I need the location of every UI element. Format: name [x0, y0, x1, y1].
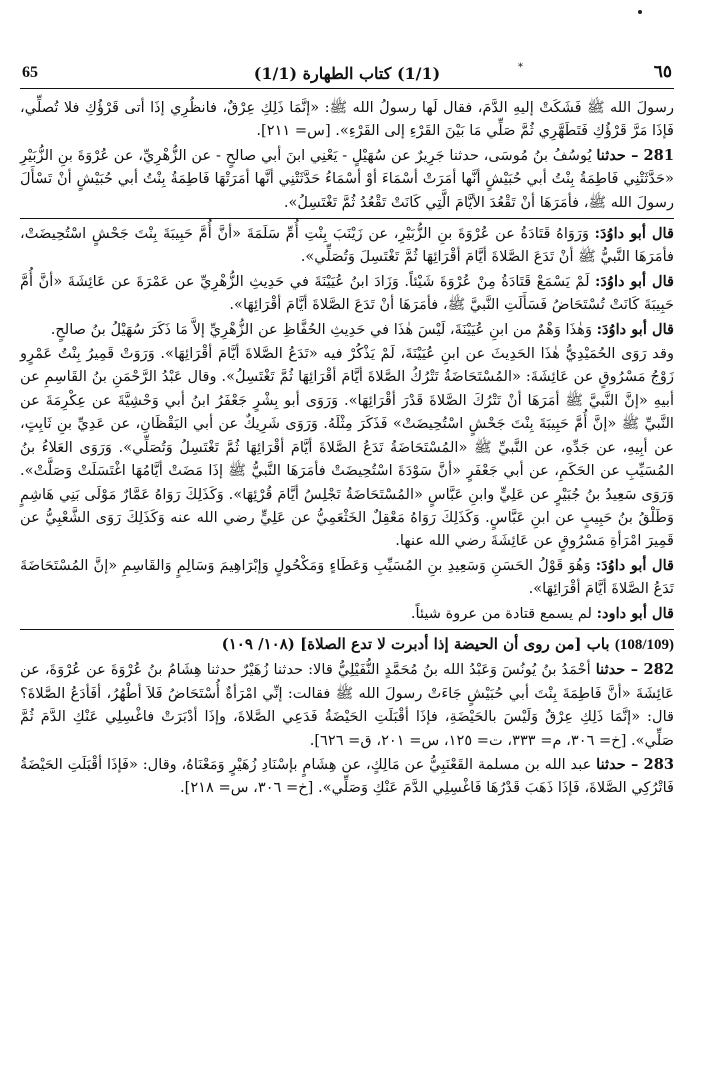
page-number-arabic: ٦٥ — [653, 62, 672, 82]
paragraph-text: لَمْ يَسْمَعْ قَتَادَةُ مِنْ عُرْوَةَ شَيْئاً. وَزَادَ ابنُ عُيَيْنَةَ في حَدِيثِ الزُّهْرِيِّ عن عَمْرَةَ عن عَائِشَةَ «أنَّ أُمَّ حَبِيبَةَ كَانَتْ تُسْتَحَاضُ فَسَأَلَتِ النَّبيَّ ﷺ، فأمَرَهَا أنْ تَدَعَ الصَّلاةَ أيَّامَ أقْرَائِهَا». — [20, 272, 674, 314]
paragraph-text: يُوسُفُ بنُ مُوسَى، حدثنا جَرِيرٌ عن سُهَيْلٍ - يَعْنِي ابنَ أبي صالحٍ - عن الزُّهْرِيِّ، عن عُرْوَةَ بنِ الزُّبَيْرِ «حَدَّثَتْنِي فَاطِمَةُ بِنْتُ أبي حُبَيْشٍ أنَّها أمَرَتْ أسْمَاءَ أوْ أسْمَاءُ حَدَّثَتْنِي أنَّها أمَرَتْهَا فَاطِمَةُ بِنْتُ أبي حُبَيْشٍ أنْ تَسْأَلَ رسولَ الله ﷺ، فأمَرَهَا أنْ تَقْعُدَ الأيَّامَ الَّتِي كَانَتْ تَقْعُدُ ثُمَّ تَغْتَسِلُ». — [20, 146, 674, 211]
hadith-label: 281 – حدثنا — [596, 146, 674, 164]
divider — [20, 218, 674, 219]
hadith-281 — [20, 144, 674, 214]
paragraph — [20, 342, 674, 553]
paragraph-text: وَرَوَاهُ قَتَادَةُ عن عُرْوَةَ بنِ الزُّبَيْرِ، عن زَيْنَبَ بِنْتِ أُمِّ سَلَمَةَ «أنَّ أُمَّ حَبِيبَةَ بِنْتَ جَحْشٍ اسْتُحِيضَتْ، فأمَرَهَا النَّبيُّ ﷺ أنْ تَدَعَ الصَّلاةَ أيَّامَ أقْرَائِهَا ثُمَّ تَغْتَسِلَ وَتُصَلِّي». — [20, 225, 674, 266]
header-star: * — [518, 62, 523, 73]
paragraph-text: لم يسمع قتادة من عروة شيئاً. — [410, 604, 593, 622]
paragraph — [20, 270, 674, 317]
hadith-283 — [20, 753, 674, 800]
paragraph — [20, 318, 674, 341]
note-label: قال أبو داوُدَ: — [595, 272, 674, 290]
paragraph — [20, 222, 674, 269]
running-title: (1/1) كتاب الطهارة (1/1) — [253, 64, 441, 83]
note-label: قال أبو داوُدَ: — [595, 556, 674, 574]
note-label: قال أبو داوُدَ: — [596, 320, 674, 338]
page-number: 65 — [22, 64, 38, 81]
note-label: قال أبو داوُدَ: — [594, 225, 674, 243]
paragraph-text: أحْمَدُ بنُ يُونُسَ وَعَبْدُ الله بنُ مُحَمَّدٍ النُّفَيْلِيُّ قالا: حدثنا زُهَيْرٌ حدثنا هِشَامُ بنُ عُرْوَةَ عن عُرْوَةَ، عن عَائِشَةَ «أنَّ فَاطِمَةَ بِنْتَ أبي حُبَيْشٍ جَاءَتْ رسولَ الله ﷺ فقالت: إنِّي امْرَأةٌ أُسْتَحَاضُ فَلاَ أطْهُرُ، أفَأدَعُ الصَّلاةَ؟ قال: «إنَّمَا ذَلِكِ عِرْقٌ وَلَيْسَ بالحَيْضَةِ، فإذَا أقْبَلَتِ الحَيْضَةُ فَدَعِي الصَّلاةَ، وإذَا أدْبَرَتْ فاغْسِلِي عَنْكِ الدَّمَ ثُمَّ صَلِّي». [خ= ٣٠٦، م= ٣٣٣، ت= ١٢٥، س= ٢٠١، ق= ٦٢٦]. — [20, 661, 674, 749]
paragraph-text: عبد الله بن مسلمة القَعْنَبِيُّ عن مَالِكٍ، عن هِشَامٍ بإسْنَادِ زُهَيْرٍ وَمَعْنَاهُ، وقال: «فَإذَا أقْبَلَتِ الحَيْضَةُ فَاتْرُكِي الصَّلاةَ، فَإذَا ذَهَبَ قَدْرُهَا فَاغْسِلِي الدَّمَ عَنْكِ وَصَلِّي». [خ= ٣٠٦، س= ٢١٨]. — [20, 755, 674, 797]
paragraph-text: وقد رَوَى الحُمَيْدِيُّ هٰذَا الحَدِيثَ عن ابنِ عُيَيْنَةَ، لَمْ يَذْكُرْ فيه «تَدَعُ الصَّلاةَ أيَّامَ أقْرَائِهَا». وَرَوَتْ قَمِيرُ بِنْتُ عَمْرٍو زَوْجُ مَسْرُوقٍ عن عَائِشَةَ: «المُسْتَحَاضَةُ تَتْرُكُ الصَّلاةَ أيَّامَ أقْرَائِهَا ثُمَّ تَغْتَسِلُ». وقال عَبْدُ الرَّحْمَنِ بنُ القَاسِمِ عن أبيهِ «إنَّ النَّبيَّ ﷺ أمَرَهَا أنْ تَتْرُكَ الصَّلاةَ قَدْرَ أقْرَائِهَا». وَرَوَى أبو بِشْرٍ جَعْفَرُ ابنُ أبي وَحْشِيَّةَ عن عِكْرِمَةَ عن النَّبيِّ ﷺ «إنَّ أُمَّ حَبِيبَةَ بِنْتَ جَحْشٍ اسْتُحِيضَتْ» فَذَكَرَ مِثْلَهُ. وَرَوَى شَرِيكٌ عن أبي اليَقْظَانِ، عن عَدِيِّ بنِ ثَابِتٍ، عن أبِيهِ، عن جَدِّهِ، عن النَّبيِّ ﷺ «المُسْتَحَاضَةُ تَدَعُ الصَّلاةَ أيَّامَ أقْرَائِهَا ثُمَّ تَغْتَسِلُ وَتُصَلِّي». وَرَوَى العَلاءُ بنُ المُسَيِّبِ عن الحَكَمِ، عن أبي جَعْفَرٍ «أنَّ سَوْدَةَ اسْتُحِيضَتْ فأمَرَهَا النَّبيُّ ﷺ إذَا مَضَتْ أيَّامُهَا اغْتَسَلَتْ وَصَلَّتْ». وَرَوَى سَعِيدُ بنُ جُبَيْرٍ عن عَلِيٍّ وابنِ عَبَّاسٍ «المُسْتَحَاضَةُ تَجْلِسُ أيَّامَ قُرْئِهَا». وَكَذَلِكَ رَوَاهُ عَمَّارٌ مَوْلَى بَنِي هَاشِمٍ وَطَلْقُ بنُ حَبِيبٍ عن ابنِ عَبَّاسٍ. وَكَذَلِكَ رَوَاهُ مَعْقِلٌ الخَثْعَمِيُّ عن عَلِيٍّ رضي الله عنه وَكَذَلِكَ رَوَى الشَّعْبِيُّ عن قَمِيرَ امْرَأةِ مَسْرُوقٍ عن عَائِشَةَ رضي الله عنها. — [20, 345, 674, 550]
page-body — [20, 96, 674, 801]
hadith-label: 282 – حدثنا — [595, 661, 674, 679]
chapter-title: باب [من روى أن الحيضة إذا أدبرت لا تدع الصلاة] (١٠٨/ ١٠٩) — [221, 634, 610, 653]
note-label: قال أبو داود: — [596, 604, 674, 622]
page-header — [20, 58, 674, 89]
chapter-number: (108/109) — [614, 636, 674, 653]
paragraph — [20, 554, 674, 601]
paragraph — [20, 96, 674, 143]
paragraph-text: وَهُوَ قَوْلُ الحَسَنِ وَسَعِيدِ بنِ المُسَيِّبِ وَعَطَاءٍ وَمَكْحُولٍ وَإبْرَاهِيمَ وَسَالِمٍ وَالقَاسِمِ «إنَّ المُسْتَحَاضَةَ تَدَعُ الصَّلاةَ أيَّامَ أقْرَائِهَا». — [20, 556, 674, 598]
hadith-282 — [20, 658, 674, 752]
hadith-label: 283 – حدثنا — [596, 755, 675, 773]
divider — [20, 629, 674, 630]
corner-dot — [638, 10, 642, 14]
paragraph — [20, 602, 674, 625]
paragraph-text: وَهٰذَا وَهْمٌ من ابنِ عُيَيْنَةَ، لَيْسَ هٰذَا في حَدِيثِ الحُفَّاظِ عن الزُّهْرِيِّ إلاَّ مَا ذَكَرَ سُهَيْلُ بنُ صالحٍ. — [50, 320, 593, 338]
chapter-heading — [20, 633, 674, 657]
paragraph-text: رسولَ الله ﷺ فَشَكَتْ إليهِ الدَّمَ، فقال لَها رسولُ الله ﷺ: «إنَّمَا ذَلِكِ عِرْقٌ، فانظُرِي إذَا أتى قَرْؤُكِ فلا تُصلِّي، فَإذَا مَرَّ قَرْؤُكِ فَتَطَهَّرِي ثُمَّ صَلِّي مَا بَيْنَ القَرْءِ إلى القَرْءِ». [س= ٢١١]. — [20, 99, 674, 140]
